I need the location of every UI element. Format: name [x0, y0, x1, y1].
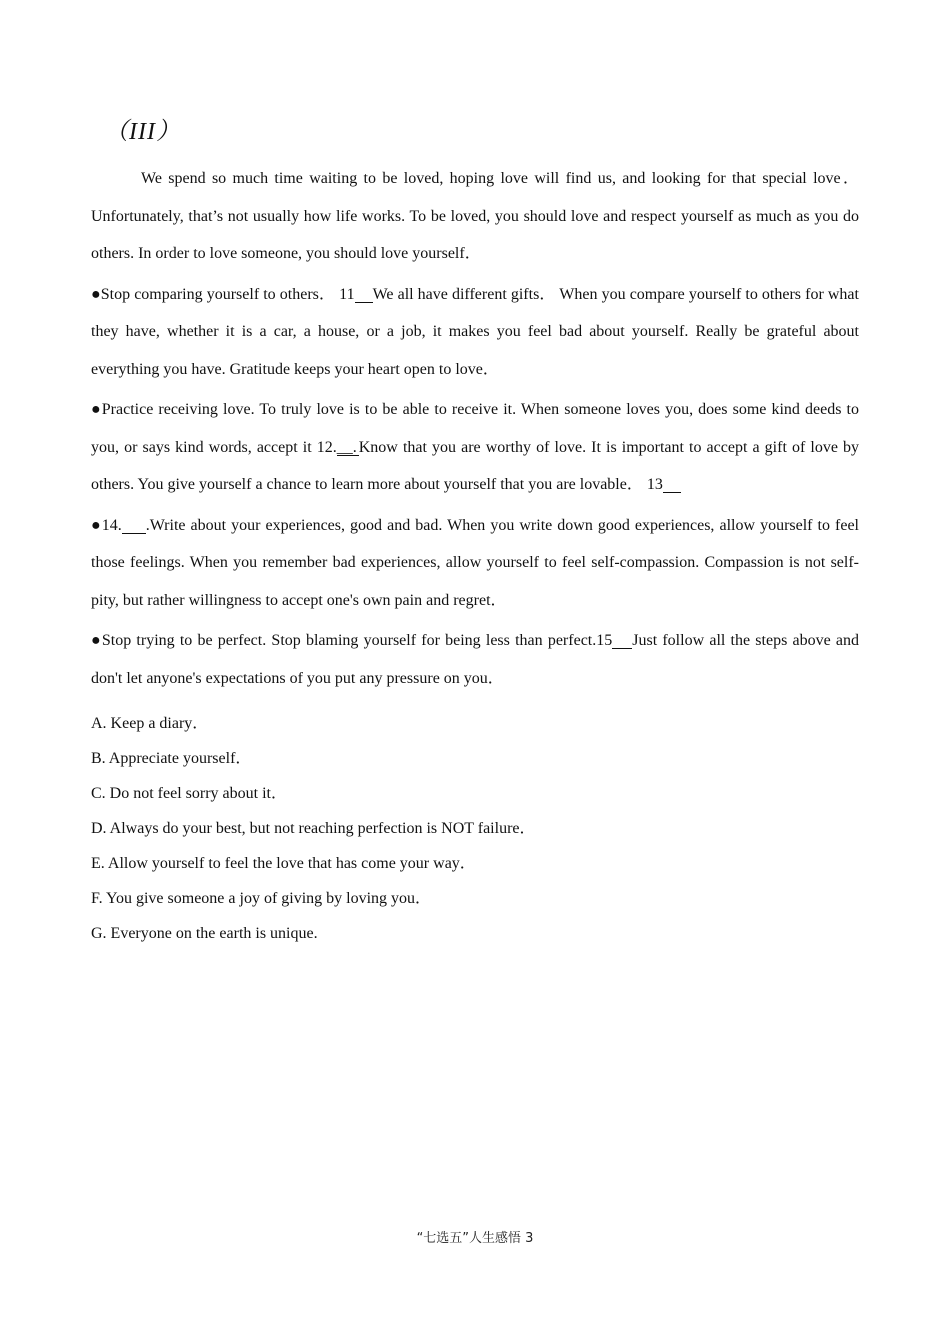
paragraph-text: ●Practice receiving love. To truly love is to be able to receive it. When someone loves you, does some kind deeds to you, or says kind words, accept it 12.: [91, 401, 859, 456]
blank-12: __.: [336, 438, 357, 456]
blank-14: [122, 519, 146, 534]
option-a: A. Keep a diary．: [91, 715, 209, 732]
paragraph-write-experiences: [91, 507, 859, 620]
intro-paragraph: We spend so much time waiting to be loved, hoping love will find us, and looking for that special love．Unfortunately, that’s not usually how life works. To be loved, you should love and respect yourself as much as you do others. In order to love someone, you should love yourself．: [91, 170, 859, 262]
paragraph-text: .Write about your experiences, good and bad. When you write down good experiences, allow yourself to feel those feelings. When you remember bad experiences, allow yourself to feel self-compassion. Compassion is not self-pity, but rather willingness to accept one's own pain and regret．: [91, 516, 859, 609]
option-d: D. Always do your best, but not reaching perfection is NOT failure．: [91, 820, 536, 837]
paragraph-stop-comparing: [91, 276, 859, 389]
paragraph-text: ●Stop comparing yourself to others． 11: [91, 285, 355, 303]
paragraph-text: We all have different gifts． When you compare yourself to others for what they have, whether it is a car, a house, or a job, it makes you feel bad about yourself. Really be grateful about everything you have. Gratitude keeps your heart open to love．: [91, 285, 859, 378]
option-g: G. Everyone on the earth is unique.: [91, 925, 318, 942]
option-b: B. Appreciate yourself．: [91, 750, 252, 767]
paragraph-stop-perfect: [91, 622, 859, 697]
paragraph-text: Know that you are worthy of love. It is important to accept a gift of love by others. You give yourself a chance to learn more about yourself that you are lovable． 13: [91, 438, 860, 493]
option-e: E. Allow yourself to feel the love that has come your way．: [91, 855, 476, 872]
paragraph-text: ●Stop trying to be perfect. Stop blaming yourself for being less than perfect.15: [91, 632, 613, 649]
section-heading: （III）: [104, 119, 181, 145]
paragraph-practice-receiving: [91, 391, 859, 504]
reading-passage: [91, 160, 859, 700]
page-footer: “七选五”人生感悟 3: [416, 1231, 534, 1246]
paragraph-text: ●14.: [91, 516, 122, 534]
paragraph-text: Just follow all the steps above and don't let anyone's expectations of you put any pressure on you．: [91, 632, 860, 687]
answer-options: [91, 706, 859, 951]
option-c: C. Do not feel sorry about it．: [91, 785, 287, 802]
blank-13: [663, 478, 681, 493]
blank-15: [612, 634, 632, 649]
option-f: F. You give someone a joy of giving by loving you．: [91, 890, 432, 907]
blank-11: [355, 288, 373, 303]
